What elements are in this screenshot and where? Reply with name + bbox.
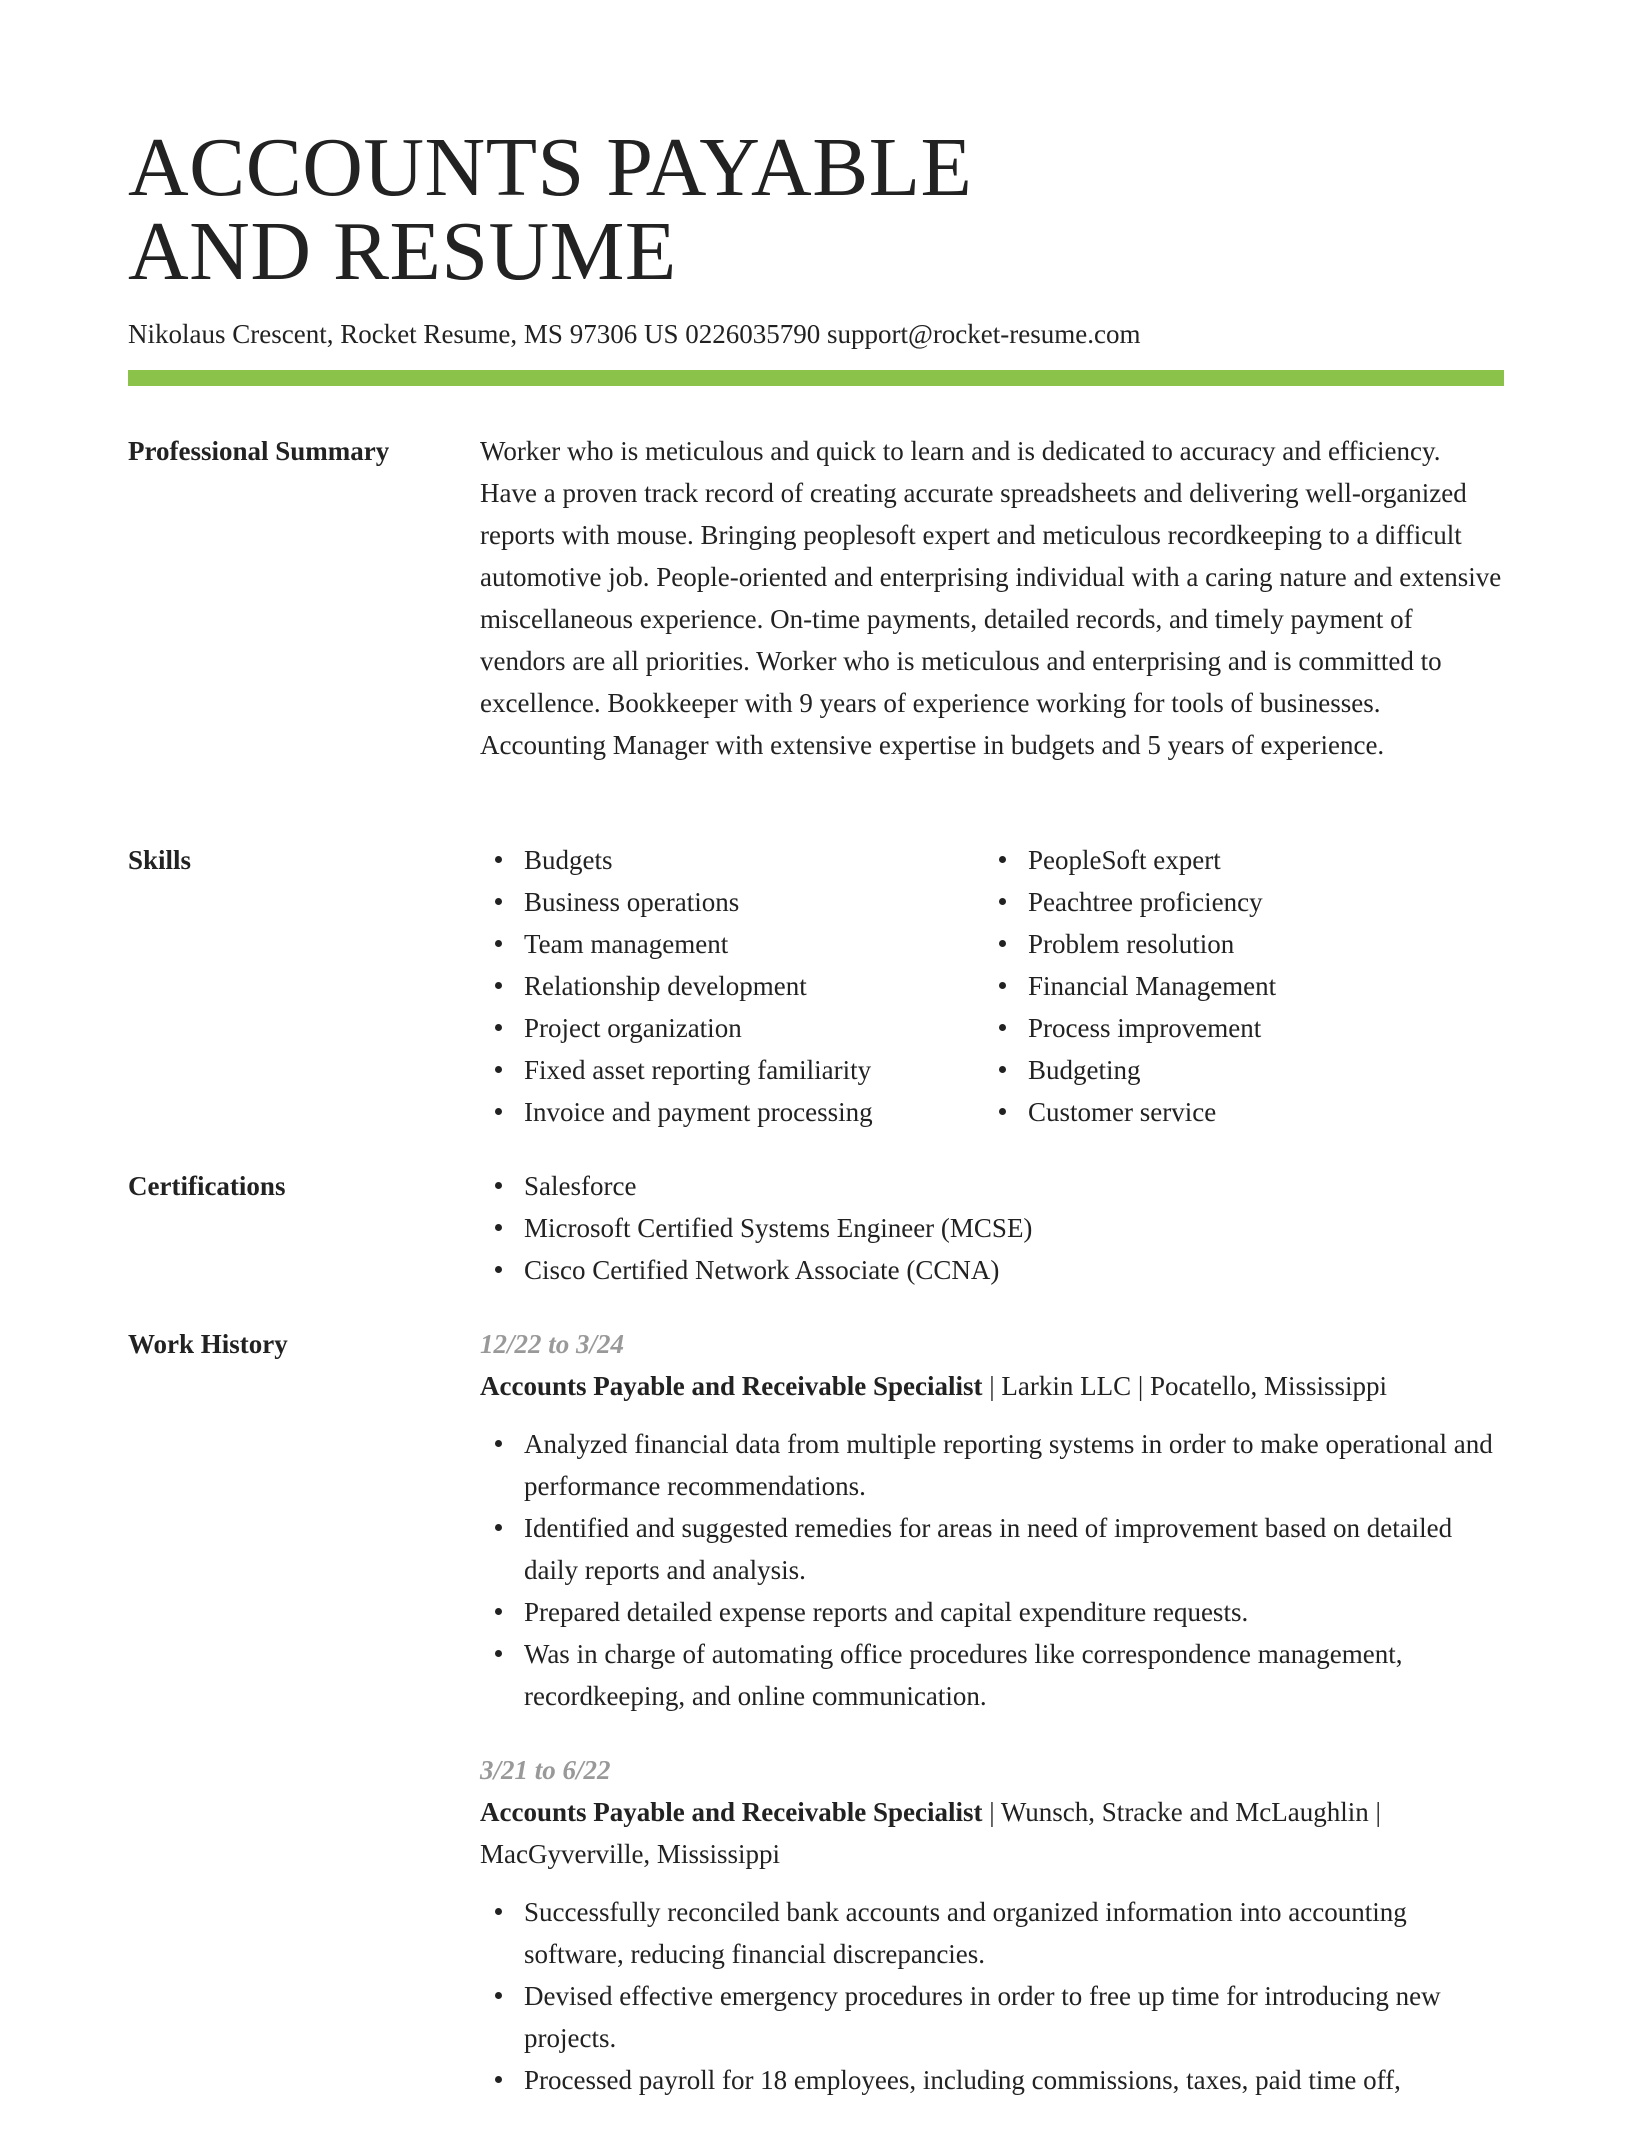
job-date: 3/21 to 6/22 <box>480 1755 611 1785</box>
job-title: Accounts Payable and Receivable Specialist <box>480 1797 983 1827</box>
job-duty: Devised effective emergency procedures in order to free up time for introducing new projects. <box>480 1975 1504 2059</box>
skill-item: Customer service <box>984 1091 1488 1133</box>
work-history-label: Work History <box>128 1329 288 1359</box>
certifications-content <box>480 1165 1504 1291</box>
job-duty: Identified and suggested remedies for areas in need of improvement based on detailed daily reports and analysis. <box>480 1507 1504 1591</box>
skills-label: Skills <box>128 845 192 875</box>
title-line-1: ACCOUNTS PAYABLE <box>128 121 973 214</box>
job-details: | Wunsch, Stracke and McLaughlin | MacGyverville, Mississippi <box>480 1797 1381 1869</box>
skill-item: PeopleSoft expert <box>984 839 1488 881</box>
skill-item: Problem resolution <box>984 923 1488 965</box>
skill-item: Budgeting <box>984 1049 1488 1091</box>
certification-item: Cisco Certified Network Associate (CCNA) <box>480 1249 1504 1291</box>
certifications-label: Certifications <box>128 1171 286 1201</box>
summary-content <box>480 430 1504 766</box>
certifications-list <box>480 1165 1504 1291</box>
skills-list-left <box>480 839 984 1133</box>
contact-info: Nikolaus Crescent, Rocket Resume, MS 97306 US 0226035790 support@rocket-resume.com <box>128 319 1141 349</box>
job-duty: Successfully reconciled bank accounts and organized information into accounting software, reducing financial discrepancies. <box>480 1891 1504 1975</box>
resume-title <box>128 121 1504 298</box>
skill-item: Project organization <box>480 1007 984 1049</box>
job-duties-list <box>480 1423 1504 1717</box>
job-details: | Larkin LLC | Pocatello, Mississippi <box>982 1371 1388 1401</box>
skill-item: Peachtree proficiency <box>984 881 1488 923</box>
job-duty: Prepared detailed expense reports and capital expenditure requests. <box>480 1591 1504 1633</box>
skill-item: Financial Management <box>984 965 1488 1007</box>
job-title: Accounts Payable and Receivable Specialist <box>480 1371 983 1401</box>
skill-item: Relationship development <box>480 965 984 1007</box>
job-duty: Was in charge of automating office procedures like correspondence management, recordkeeping, and online communication. <box>480 1633 1504 1717</box>
skill-item: Team management <box>480 923 984 965</box>
job-heading <box>480 1365 1504 1407</box>
skill-item: Fixed asset reporting familiarity <box>480 1049 984 1091</box>
accent-divider <box>128 370 1504 386</box>
job-duties-list <box>480 1891 1504 2101</box>
skill-item: Business operations <box>480 881 984 923</box>
work-history-content <box>480 1323 1504 2133</box>
certification-item: Salesforce <box>480 1165 1504 1207</box>
summary-text: Worker who is meticulous and quick to learn and is dedicated to accuracy and efficiency. Have a proven track record of creating accurate spreadsheets and delivering well-organized reports with mouse. Bringing peoplesoft expert and meticulous recordkeeping to a difficult automotive job. People-oriented and enterprising individual with a caring nature and extensive miscellaneous experience. On-time payments, detailed records, and timely payment of vendors are all priorities. Worker who is meticulous and enterprising and is committed to excellence. Bookkeeper with 9 years of experience working for tools of businesses. Accounting Manager with extensive expertise in budgets and 5 years of experience. <box>480 436 1502 760</box>
job-duty: Analyzed financial data from multiple reporting systems in order to make operational and performance recommendations. <box>480 1423 1504 1507</box>
job-entry <box>480 1749 1504 2101</box>
job-duty: Processed payroll for 18 employees, including commissions, taxes, paid time off, <box>480 2059 1504 2101</box>
skill-item: Process improvement <box>984 1007 1488 1049</box>
summary-label: Professional Summary <box>128 436 390 466</box>
job-date: 12/22 to 3/24 <box>480 1329 625 1359</box>
job-entry <box>480 1323 1504 1717</box>
skills-list-right <box>984 839 1488 1133</box>
skills-content <box>480 839 1504 1133</box>
resume-header <box>128 121 1504 350</box>
certification-item: Microsoft Certified Systems Engineer (MCSE) <box>480 1207 1504 1249</box>
skill-item: Budgets <box>480 839 984 881</box>
skill-item: Invoice and payment processing <box>480 1091 984 1133</box>
title-line-2: AND RESUME <box>128 205 677 298</box>
job-heading <box>480 1791 1504 1875</box>
